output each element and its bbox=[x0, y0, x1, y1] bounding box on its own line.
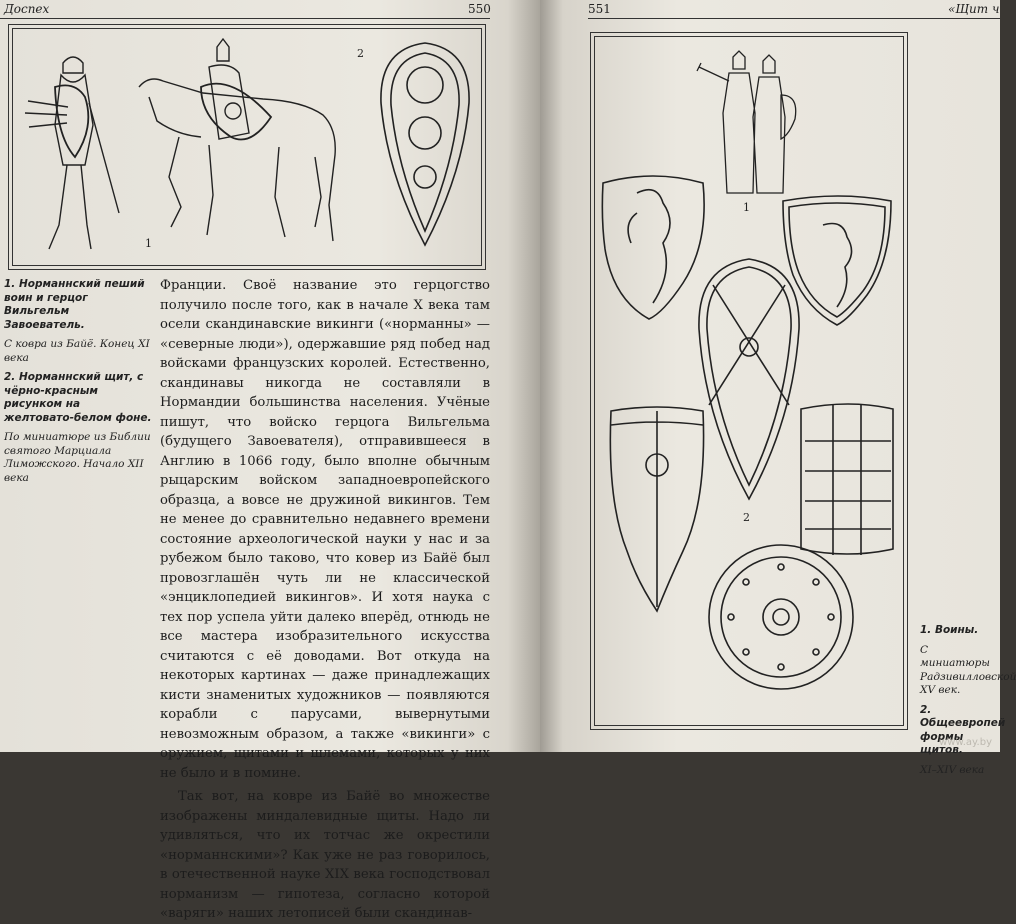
caption-source-1-right: С миниатюры Радзивилловской XV век. bbox=[920, 643, 1016, 696]
norman-foot-soldier-drawing bbox=[23, 43, 143, 263]
round-shield-drawing bbox=[703, 539, 859, 695]
header-rule-right bbox=[588, 18, 1000, 19]
illustration-frame-right bbox=[590, 32, 908, 730]
caption-title-1-right: 1. Воины. bbox=[920, 624, 979, 636]
figure-label-2-left: 2 bbox=[357, 47, 364, 60]
horseman-drawing bbox=[129, 37, 359, 257]
header-rule-left bbox=[0, 18, 490, 19]
figure-label-1-left: 1 bbox=[145, 237, 152, 250]
illustration-frame-left bbox=[8, 24, 486, 270]
page-number-left: 550 bbox=[468, 2, 491, 16]
caption-source-2-right: XI–XIV века bbox=[920, 763, 985, 776]
caption-source-2-left: По миниатюре из Библии святого Марциала Лиможского. Начало XII века bbox=[4, 431, 151, 484]
figure-captions-right bbox=[920, 624, 1016, 783]
body-paragraph-1: Франции. Своё название это герцогство получило после того, как в начале X века там осели скандинавские викинги («норманны» — «северные люди»), одержавшие ряд побед над войсками французских королей. Естественно, скандинавы никогда не составляли в Нормандии большинства населения. Учёные пишут, что войско герцога Вильгельма (будущего Завоевателя), отправившееся в Англию в 1066 году, было вполне обычным рыцарским войском западноевропейского образца, а вовсе не дружиной викингов. Тем не менее до сравнительно недавнего времени состояние археологической науки у нас и за рубежом было таково, что ковер из Байё был провозглашён чуть ли не классической «энциклопедией викингов». И хотя наука с тех пор успела уйти далеко вперёд, отнюдь не все мастера изобразительного искусства считаются с её доводами. Вот откуда на некоторых картинах — даже принадлежащих кисти знаменитых художников — появляются корабли с парусами, вывернутыми невозможным образом, а также «викинги» с оружием, щитами и шлемами, которых у них не было и в помине. bbox=[160, 278, 490, 781]
right-page bbox=[540, 0, 1016, 776]
running-head-right: «Щит ч bbox=[948, 2, 1000, 16]
caption-title-1-left: 1. Норманнский пеший воин и герцог Вильгельм Завоеватель. bbox=[4, 278, 145, 331]
running-head-left: Доспех bbox=[4, 2, 50, 16]
body-paragraph-2: Так вот, на ковре из Байё во множестве изображены миндалевидные щиты. Надо ли удивляться, что их тотчас же окрестили «норманнскими»? Как уже не раз говорилось, в отечественной науке XIX века господствовал норманизм — гипотеза, согласно которой «варяги» наших летописей были скандинав- bbox=[160, 789, 490, 921]
figure-label-2-right: 2 bbox=[743, 511, 750, 524]
saltire-kite-shield-drawing bbox=[693, 255, 805, 505]
figure-label-1-right: 1 bbox=[743, 201, 750, 214]
caption-title-2-left: 2. Норманнский щит, с чёрно-красным рисунком на желтовато-белом фоне. bbox=[4, 371, 152, 424]
norman-kite-shield-drawing bbox=[375, 39, 475, 249]
body-text-left bbox=[160, 276, 490, 924]
figure-captions-left bbox=[4, 278, 152, 491]
watermark: www.ay.by bbox=[939, 737, 992, 748]
riveted-kite-shield-drawing bbox=[605, 405, 709, 621]
caption-title-2-right: 2. Общеевропей формы щитов. bbox=[920, 703, 1006, 756]
page-number-right: 551 bbox=[588, 2, 611, 16]
caption-source-1-left: С ковра из Байё. Конец XI века bbox=[4, 338, 150, 364]
